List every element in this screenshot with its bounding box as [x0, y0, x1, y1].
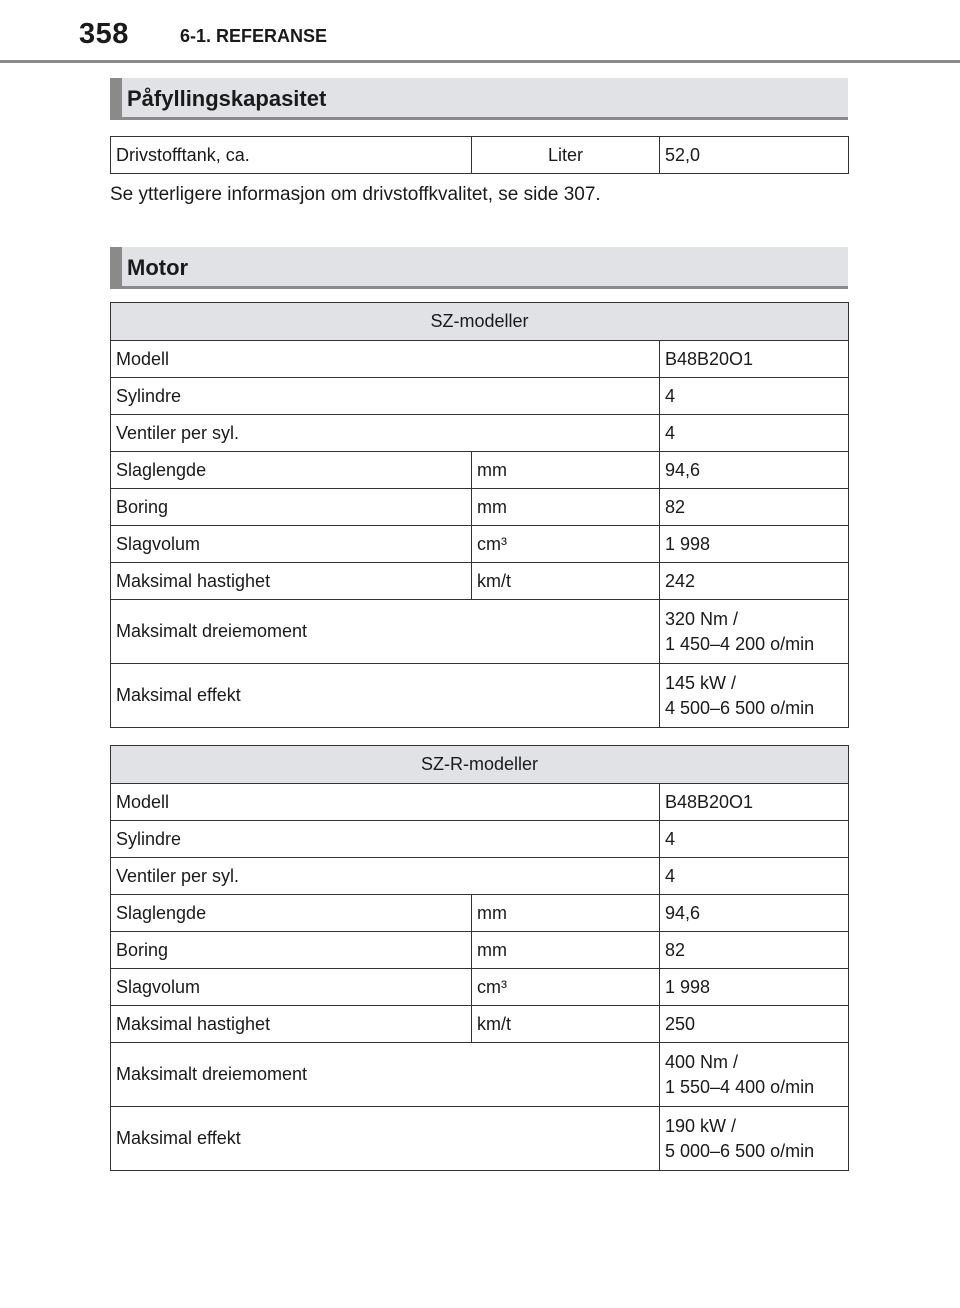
capacity-value-cell: 52,0	[660, 137, 849, 174]
spec-label-cell: Slagvolum	[111, 526, 472, 563]
table-row	[111, 969, 849, 1006]
table-row	[111, 858, 849, 895]
spec-value-cell: B48B20O1	[660, 341, 849, 378]
section-header-bar	[110, 78, 122, 117]
table-row	[111, 563, 849, 600]
spec-label-cell: Slaglengde	[111, 895, 472, 932]
spec-label-cell: Maksimal hastighet	[111, 563, 472, 600]
spec-value-cell: 4	[660, 378, 849, 415]
spec-label-cell: Boring	[111, 489, 472, 526]
spec-value-cell: 82	[660, 489, 849, 526]
spec-value-line: 1 550–4 400 o/min	[665, 1076, 815, 1097]
table-row	[111, 600, 849, 664]
spec-unit-cell: mm	[472, 932, 660, 969]
spec-unit-cell: mm	[472, 895, 660, 932]
capacity-section-title: Påfyllingskapasitet	[127, 86, 327, 111]
capacity-label-cell: Drivstofftank, ca.	[111, 137, 472, 174]
table-row	[111, 1043, 849, 1107]
spec-value-line: 145 kW /	[665, 672, 737, 693]
spec-label-cell: Sylindre	[111, 378, 660, 415]
spec-label-cell: Sylindre	[111, 821, 660, 858]
spec-value-cell: 82	[660, 932, 849, 969]
table-row	[111, 378, 849, 415]
spec-label-cell: Maksimal effekt	[111, 1107, 660, 1171]
spec-value-cell	[660, 1107, 849, 1171]
spec-label-cell: Maksimalt dreiemoment	[111, 1043, 660, 1107]
spec-label-cell: Maksimalt dreiemoment	[111, 600, 660, 664]
motor-section-header	[110, 247, 848, 289]
spec-value-line: 190 kW /	[665, 1115, 737, 1136]
spec-value-cell: 1 998	[660, 969, 849, 1006]
spec-value-line: 4 500–6 500 o/min	[665, 697, 815, 718]
table-row	[111, 664, 849, 728]
spec-label-cell: Ventiler per syl.	[111, 415, 660, 452]
spec-value-cell: 4	[660, 858, 849, 895]
capacity-unit-cell: Liter	[472, 137, 660, 174]
table-row	[111, 137, 849, 174]
spec-unit-cell: km/t	[472, 1006, 660, 1043]
spec-value-cell: 94,6	[660, 452, 849, 489]
spec-label-cell: Modell	[111, 784, 660, 821]
spec-value-cell	[660, 1043, 849, 1107]
table-heading: SZ-R-modeller	[111, 746, 849, 784]
spec-value-line: 5 000–6 500 o/min	[665, 1140, 815, 1161]
spec-value-cell: 250	[660, 1006, 849, 1043]
spec-label-cell: Ventiler per syl.	[111, 858, 660, 895]
table-heading: SZ-modeller	[111, 303, 849, 341]
spec-value-cell	[660, 600, 849, 664]
spec-value-cell: 4	[660, 821, 849, 858]
table-row	[111, 1107, 849, 1171]
table-heading-row	[111, 303, 849, 341]
spec-unit-cell: km/t	[472, 563, 660, 600]
table-row	[111, 526, 849, 563]
spec-value-cell: 94,6	[660, 895, 849, 932]
table-row	[111, 1006, 849, 1043]
spec-value-line: 1 450–4 200 o/min	[665, 633, 815, 654]
section-header-bar	[110, 247, 122, 286]
sz-r-models-table	[110, 745, 849, 1171]
table-row	[111, 489, 849, 526]
spec-label-cell: Maksimal hastighet	[111, 1006, 472, 1043]
section-reference: 6-1. REFERANSE	[180, 26, 328, 46]
spec-unit-cell: cm³	[472, 526, 660, 563]
spec-label-cell: Maksimal effekt	[111, 664, 660, 728]
motor-section-title: Motor	[127, 255, 189, 280]
spec-value-line: 320 Nm /	[665, 608, 739, 629]
table-heading-row	[111, 746, 849, 784]
capacity-table	[110, 136, 849, 174]
spec-unit-cell: cm³	[472, 969, 660, 1006]
sz-models-table	[110, 302, 849, 728]
table-row	[111, 932, 849, 969]
spec-unit-cell: mm	[472, 452, 660, 489]
spec-value-cell: 1 998	[660, 526, 849, 563]
spec-value-cell	[660, 664, 849, 728]
table-row	[111, 821, 849, 858]
table-row	[111, 784, 849, 821]
spec-value-cell: 4	[660, 415, 849, 452]
page-number: 358	[79, 18, 129, 50]
spec-value-cell: B48B20O1	[660, 784, 849, 821]
capacity-section-header	[110, 78, 848, 120]
table-row	[111, 415, 849, 452]
spec-label-cell: Boring	[111, 932, 472, 969]
spec-label-cell: Slagvolum	[111, 969, 472, 1006]
spec-value-cell: 242	[660, 563, 849, 600]
spec-unit-cell: mm	[472, 489, 660, 526]
table-row	[111, 341, 849, 378]
header-rule	[0, 60, 960, 63]
table-row	[111, 895, 849, 932]
spec-label-cell: Slaglengde	[111, 452, 472, 489]
spec-label-cell: Modell	[111, 341, 660, 378]
table-row	[111, 452, 849, 489]
spec-value-line: 400 Nm /	[665, 1051, 739, 1072]
fuel-quality-note: Se ytterligere informasjon om drivstoffkvalitet, se side 307.	[110, 184, 601, 205]
